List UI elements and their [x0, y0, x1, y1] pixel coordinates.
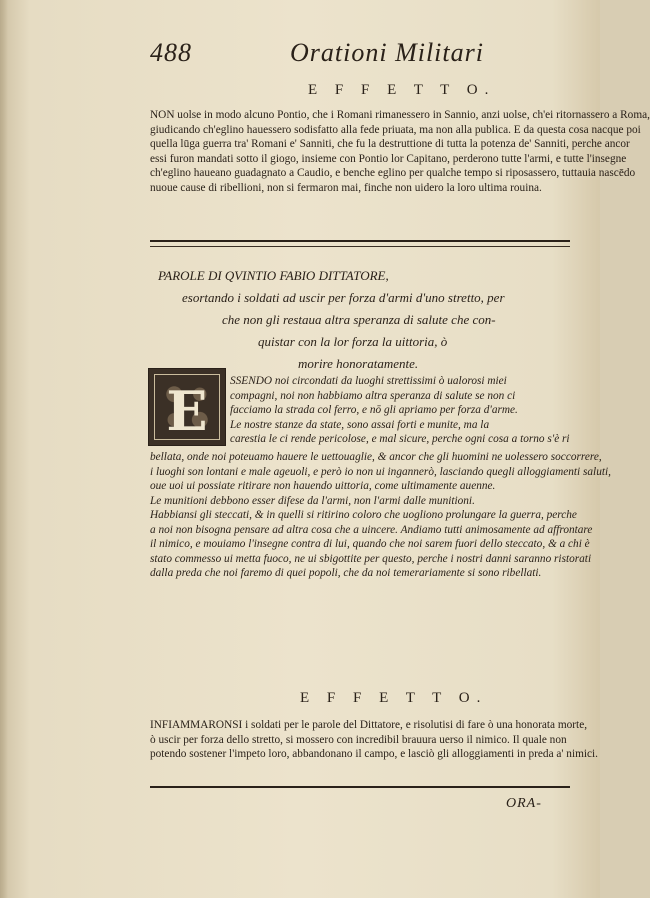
- section-rule: [150, 240, 570, 242]
- text-line: nuoue cause di ribellioni, non si fermaron mai, finche non uidero la loro ultima rouina.: [150, 181, 542, 194]
- text-line: Le nostre stanze da state, sono assai forti e munite, ma la: [230, 418, 490, 431]
- oration-paragraph: [150, 450, 611, 581]
- text-line: stato commesso ui metta fuoco, ne ui sbigottite per questo, perche i nostri danni saranno ristorati: [150, 552, 592, 565]
- effetto-heading-1: E F F E T T O.: [308, 82, 496, 98]
- text-line: essi furon mandati sotto il giogo, insieme con Pontio lor Capitano, perderono tutte l'armi, e tutte l'insegne: [150, 152, 627, 165]
- page-header: [150, 38, 570, 78]
- effetto-paragraph-1: [150, 108, 650, 195]
- text-line: Le munitioni debbono esser difese da l'armi, non l'armi dalle munitioni.: [150, 494, 475, 507]
- page-number: 488: [150, 38, 192, 67]
- oration-paragraph-wrapped: [230, 374, 570, 447]
- page-gutter-shadow: [0, 0, 8, 898]
- text-line: SSENDO noi circondati da luoghi strettissimi ò ualorosi miei: [230, 375, 507, 387]
- oration-title: [158, 265, 570, 375]
- text-line: Habbiansi gli steccati, & in quelli si ritirino coloro che uogliono prolungare la guerra, perche: [150, 509, 577, 521]
- effetto-paragraph-2: [150, 718, 598, 762]
- text-line: giudicando ch'eglino hauessero sodisfatto alla fede priuata, ma non alla publica. E da questa cosa nacque poi: [150, 123, 641, 136]
- text-line: potendo sostener l'impeto loro, abbandonano il campo, e lasciò gli alloggiamenti in preda a' nimici.: [150, 748, 598, 760]
- text-line: compagni, noi non habbiamo altra speranza di salute se non ci: [230, 389, 516, 402]
- initial-letter: E: [166, 379, 208, 443]
- effetto-heading-2: E F F E T T O.: [300, 690, 488, 706]
- title-line: PAROLE DI QVINTIO FABIO DITTATORE,: [158, 268, 389, 283]
- bottom-rule: [150, 786, 570, 788]
- section-rule-thin: [150, 246, 570, 247]
- text-line: facciamo la strada col ferro, e nō gli apriamo per forza d'arme.: [230, 404, 518, 416]
- text-line: NON uolse in modo alcuno Pontio, che i Romani rimanessero in Sannio, anzi uolse, ch'ei ritornassero a Roma,: [150, 109, 650, 121]
- text-line: ò uscir per forza dello stretto, si mossero con incredibil brauura uerso il nimico. Il quale non: [150, 733, 567, 746]
- title-line: che non gli restaua altra speranza di salute che con-: [222, 312, 496, 327]
- title-line: morire honoratamente.: [298, 356, 419, 371]
- text-line: a noi non bisogna pensare ad altra cosa che a uincere. Andiamo tutti animosamente ad affrontare: [150, 523, 593, 536]
- text-line: bellata, onde noi poteuamo hauere le uettouaglie, & ancor che gli huomini ne uolessero soccorrere,: [150, 451, 602, 463]
- text-line: quella lūga guerra tra' Romani e' Sanniti, che fu la destruttione di tutta la potenza de' Sanniti, perche ancor: [150, 138, 630, 150]
- text-line: i luoghi son lontani e male ageuoli, e però io non ui ingannerò, lasciando quegli alloggiamenti saluti,: [150, 465, 611, 478]
- text-line: oue uoi ui possiate ritirare non hauendo uittoria, come ultimamente auenne.: [150, 480, 496, 492]
- text-line: dalla preda che noi faremo di quei popoli, che da noi temerariamente si sono ribellati.: [150, 567, 542, 579]
- text-line: il nimico, e mouiamo l'insegne contra di lui, quando che noi sarem fuori dello steccato, & a chi è: [150, 538, 590, 550]
- catchword: ORA-: [506, 796, 542, 811]
- text-line: INFIAMMARONSI i soldati per le parole del Dittatore, e risolutisi di fare ò una honorata morte,: [150, 719, 588, 731]
- title-line: quistar con la lor forza la uittoria, ò: [258, 334, 448, 349]
- running-title: Orationi Militari: [290, 38, 484, 67]
- title-line: esortando i soldati ad uscir per forza d'armi d'uno stretto, per: [182, 290, 505, 305]
- text-line: ch'eglino haueano guadagnato a Caudio, e benche eglino per qualche tempo si riposassero, tuttauia nascēdo: [150, 167, 636, 179]
- text-line: carestia le ci rende pericolose, e mal sicure, perche ogni cosa a torno s'è ri: [230, 433, 570, 445]
- decorated-initial: [148, 368, 226, 446]
